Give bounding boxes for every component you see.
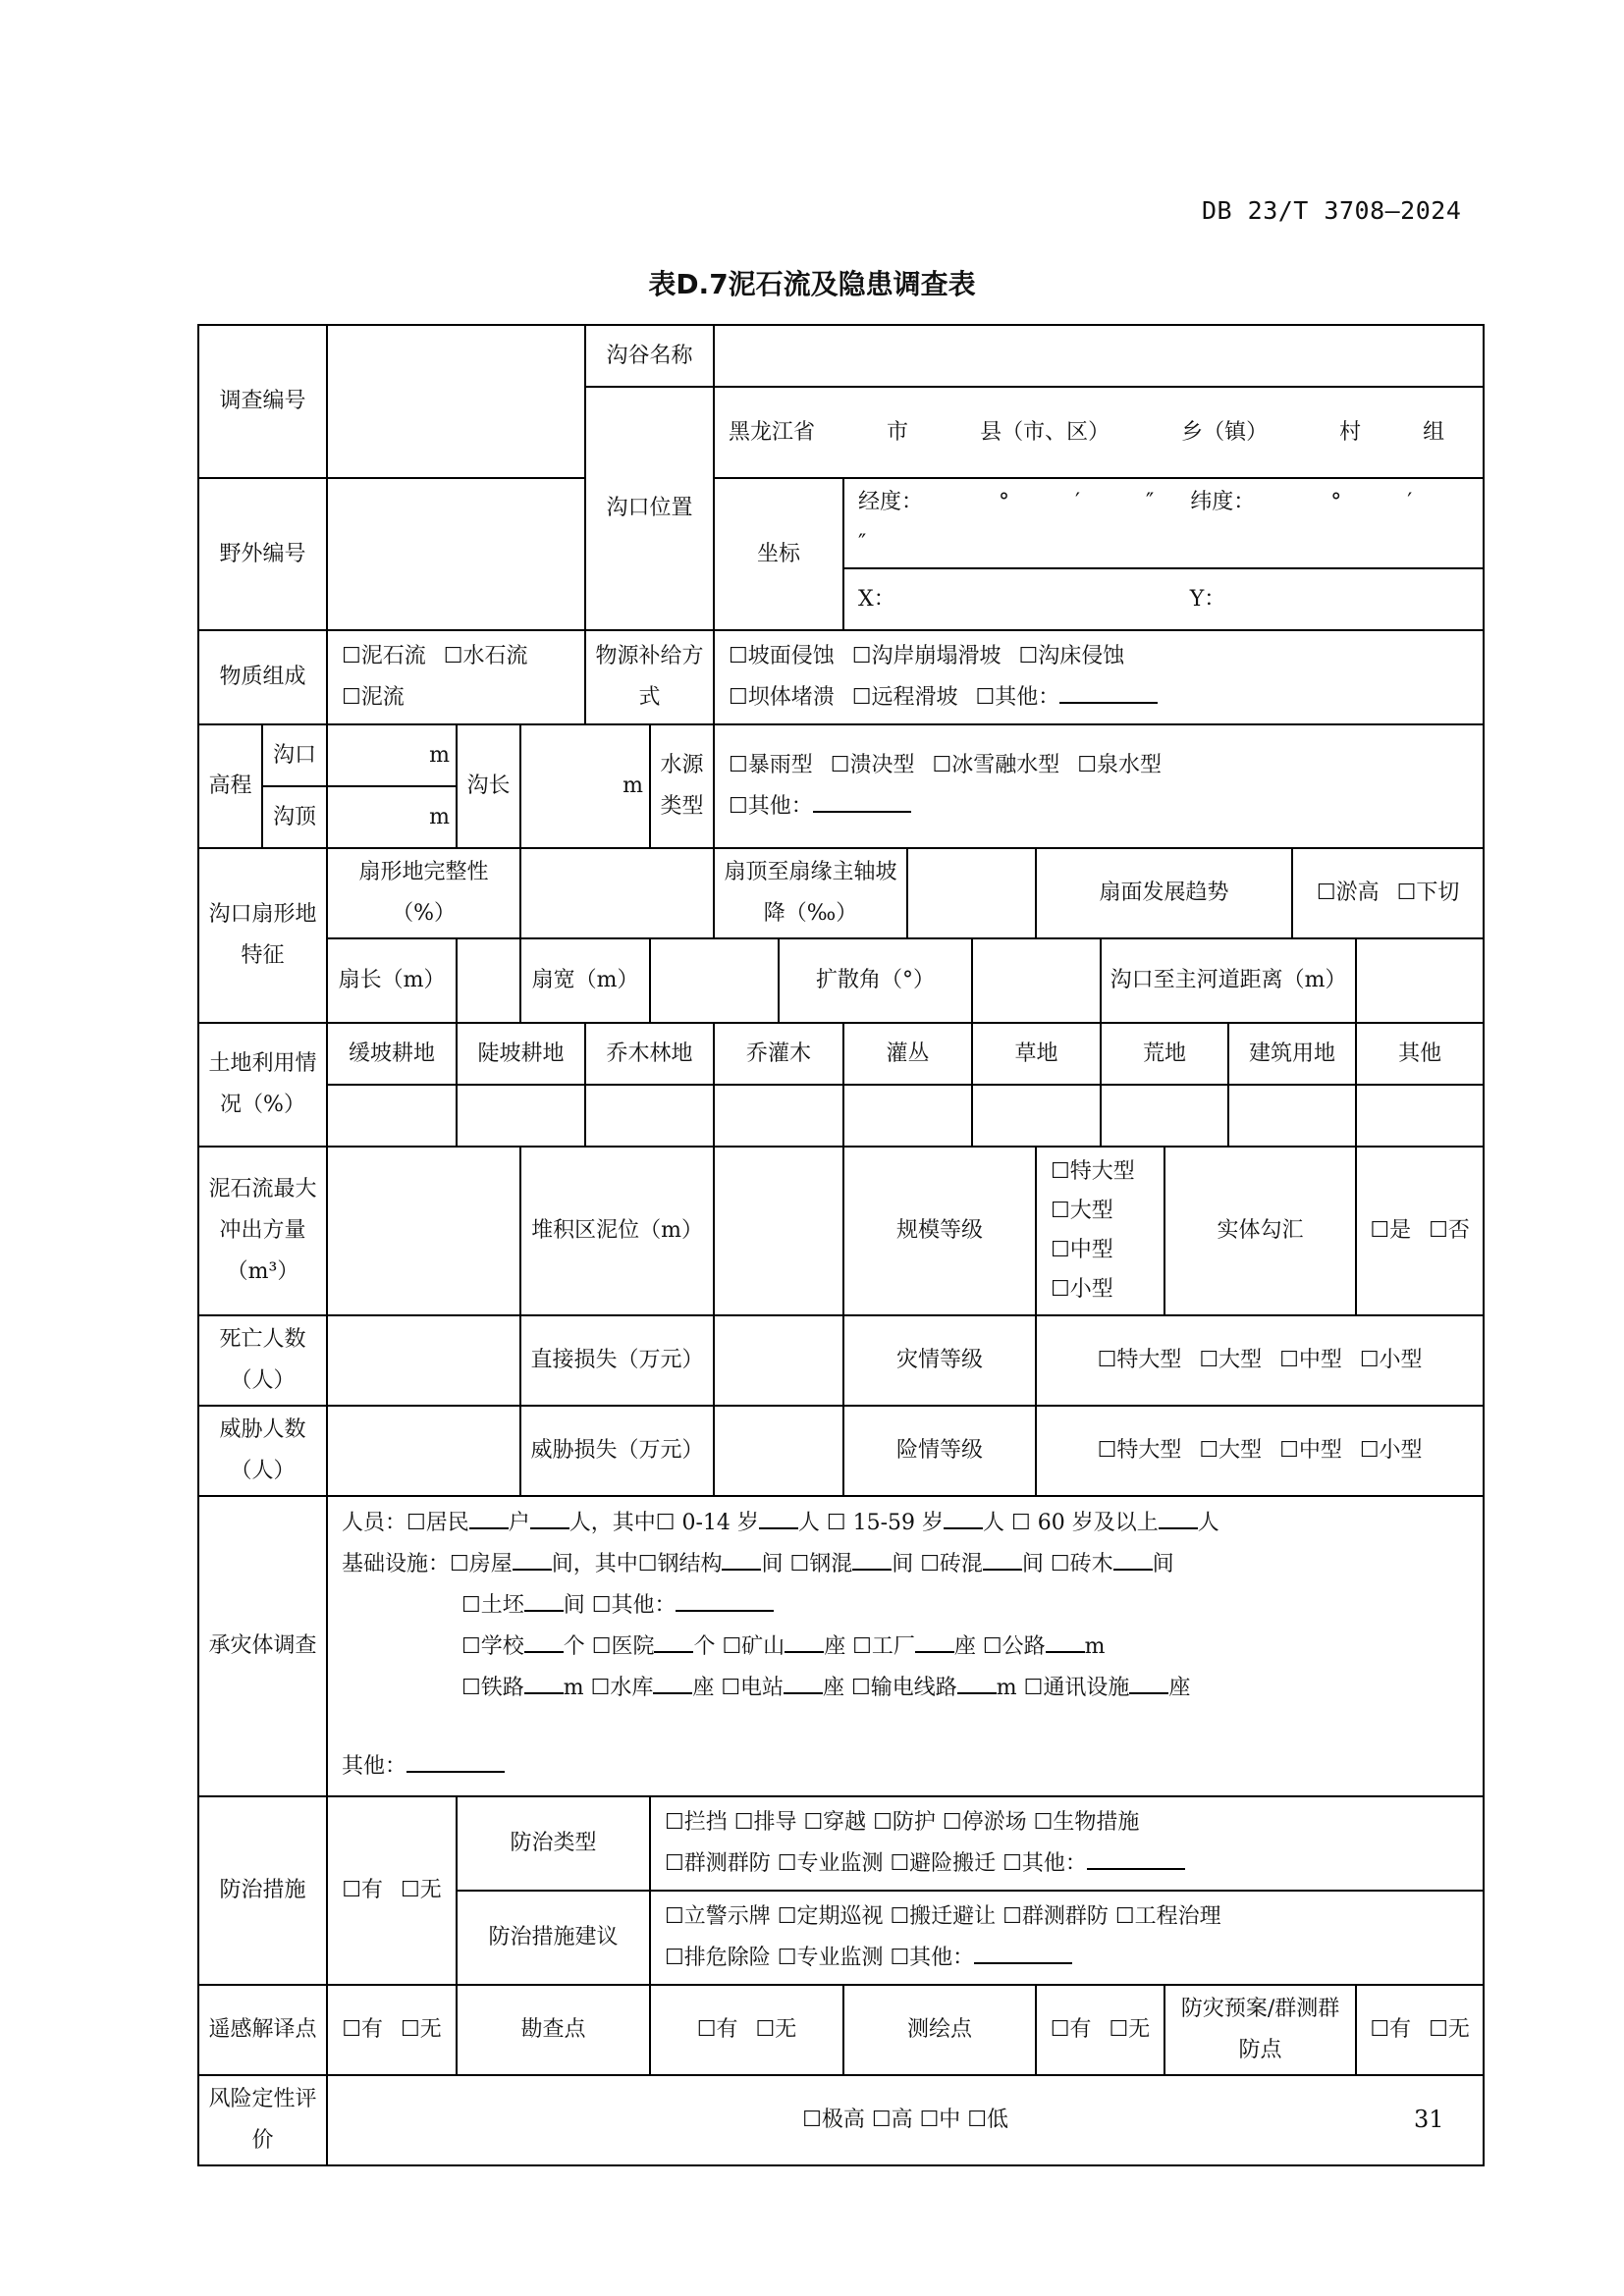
remote-sensing-options[interactable]: ☐有 ☐无 — [327, 1985, 457, 2075]
threat-people-value[interactable] — [327, 1406, 520, 1496]
land-val-9[interactable] — [1356, 1085, 1484, 1147]
xy-row[interactable]: X： Y： — [843, 568, 1484, 630]
outlet-location-label: 沟口位置 — [585, 387, 714, 630]
diffusion-angle-value[interactable] — [972, 938, 1101, 1023]
fan-slope-value[interactable] — [907, 848, 1036, 938]
land-val-4[interactable] — [714, 1085, 843, 1147]
prevention-suggestion-options[interactable]: ☐立警示牌 ☐定期巡视 ☐搬迁避让 ☐群测群防 ☐工程治理 ☐排危除险 ☐专业监测 ☐其他： — [650, 1891, 1484, 1985]
land-val-7[interactable] — [1101, 1085, 1228, 1147]
disaster-grade-label: 灾情等级 — [843, 1315, 1036, 1406]
debris-flow-survey-form — [197, 324, 1485, 2166]
prevention-type-label: 防治类型 — [457, 1796, 650, 1891]
fan-trend-label: 扇面发展趋势 — [1036, 848, 1292, 938]
land-cat-8: 建筑用地 — [1228, 1023, 1356, 1085]
exposure-infrastructure-line: ☐铁路 m ☐水库 座 ☐电站 座 ☐输电线路 m ☐通讯设施 座 — [342, 1668, 1477, 1709]
mud-level-label: 堆积区泥位（m） — [520, 1147, 714, 1315]
exposure-people-line: 人员：☐居民 户 人，其中☐ 0-14 岁 人 ☐ 15-59 岁 人 ☐ 60 岁及以上 人 — [342, 1503, 1477, 1544]
remote-sensing-label: 遥感解译点 — [198, 1985, 327, 2075]
risk-label: 风险定性评价 — [198, 2075, 327, 2165]
exposure-content[interactable] — [327, 1496, 1484, 1796]
survey-number-label: 调查编号 — [198, 325, 327, 478]
mapping-point-label: 测绘点 — [843, 1985, 1036, 2075]
document-code: DB 23/T 3708—2024 — [1202, 196, 1462, 225]
land-cat-2: 陡坡耕地 — [457, 1023, 585, 1085]
top-elev-unit[interactable]: m — [327, 786, 457, 848]
water-source-label: 水源类型 — [650, 724, 714, 848]
gully-name-label: 沟谷名称 — [585, 325, 714, 387]
gully-name-value[interactable] — [714, 325, 1484, 387]
page-number: 31 — [1414, 2106, 1444, 2133]
coordinates-label: 坐标 — [714, 478, 843, 630]
land-val-6[interactable] — [972, 1085, 1101, 1147]
fan-trend-options[interactable]: ☐淤高 ☐下切 — [1292, 848, 1484, 938]
outlet-elev-label: 沟口 — [262, 724, 327, 786]
land-cat-6: 草地 — [972, 1023, 1101, 1085]
direct-loss-label: 直接损失（万元） — [520, 1315, 714, 1406]
fan-slope-label: 扇顶至扇缘主轴坡降（‰） — [714, 848, 907, 938]
land-val-1[interactable] — [327, 1085, 457, 1147]
erosion-options[interactable]: ☐是 ☐否 — [1356, 1147, 1484, 1315]
threat-loss-label: 威胁损失（万元） — [520, 1406, 714, 1496]
supply-label: 物源补给方式 — [585, 630, 714, 724]
lon-lat-row[interactable]: 经度： ° ′ ″ 纬度： ° ′ ″ — [843, 478, 1484, 568]
exposure-other-line: 其他： — [342, 1746, 1477, 1788]
deaths-value[interactable] — [327, 1315, 520, 1406]
risk-options[interactable]: ☐极高 ☐高 ☐中 ☐低 — [327, 2075, 1484, 2165]
plan-point-label: 防灾预案/群测群防点 — [1164, 1985, 1356, 2075]
fan-width-value[interactable] — [650, 938, 779, 1023]
fan-label: 沟口扇形地特征 — [198, 848, 327, 1023]
danger-grade-options[interactable]: ☐特大型 ☐大型 ☐中型 ☐小型 — [1036, 1406, 1484, 1496]
survey-number-value[interactable] — [327, 325, 585, 478]
prevention-has-options[interactable]: ☐有 ☐无 — [327, 1796, 457, 1985]
supply-options[interactable]: ☐坡面侵蚀 ☐沟岸崩塌滑坡 ☐沟床侵蚀 ☐坝体堵溃 ☐远程滑坡 ☐其他： — [714, 630, 1484, 724]
field-number-value[interactable] — [327, 478, 585, 630]
prevention-suggestion-label: 防治措施建议 — [457, 1891, 650, 1985]
erosion-label: 实体勾汇 — [1164, 1147, 1356, 1315]
field-number-label: 野外编号 — [198, 478, 327, 630]
prevention-type-options[interactable]: ☐拦挡 ☐排导 ☐穿越 ☐防护 ☐停淤场 ☐生物措施 ☐群测群防 ☐专业监测 ☐避险搬迁 ☐其他： — [650, 1796, 1484, 1891]
elevation-label: 高程 — [198, 724, 262, 848]
fan-length-label: 扇长（m） — [327, 938, 457, 1023]
land-val-3[interactable] — [585, 1085, 714, 1147]
land-val-2[interactable] — [457, 1085, 585, 1147]
land-cat-9: 其他 — [1356, 1023, 1484, 1085]
gully-length-label: 沟长 — [457, 724, 520, 848]
threat-loss-value[interactable] — [714, 1406, 843, 1496]
exposure-facilities-line: ☐学校 个 ☐医院 个 ☐矿山 座 ☐工厂 座 ☐公路 m — [342, 1627, 1477, 1668]
material-label: 物质组成 — [198, 630, 327, 724]
exposure-buildings-line-2: ☐土坯 间 ☐其他： — [342, 1585, 1477, 1627]
land-use-label: 土地利用情况（%） — [198, 1023, 327, 1147]
exposure-label: 承灾体调查 — [198, 1496, 327, 1796]
fan-width-label: 扇宽（m） — [520, 938, 650, 1023]
mud-level-value[interactable] — [714, 1147, 843, 1315]
prevention-label: 防治措施 — [198, 1796, 327, 1985]
river-distance-value[interactable] — [1356, 938, 1484, 1023]
scale-grade-options[interactable]: ☐特大型 ☐大型 ☐中型 ☐小型 — [1036, 1147, 1164, 1315]
exposure-buildings-line: 基础设施：☐房屋 间，其中☐钢结构 间 ☐钢混 间 ☐砖混 间 ☐砖木 间 — [342, 1544, 1477, 1585]
gully-length-unit[interactable]: m — [520, 724, 650, 848]
fan-length-value[interactable] — [457, 938, 520, 1023]
land-val-5[interactable] — [843, 1085, 972, 1147]
river-distance-label: 沟口至主河道距离（m） — [1101, 938, 1356, 1023]
land-cat-4: 乔灌木 — [714, 1023, 843, 1085]
fan-integrity-value[interactable] — [520, 848, 714, 938]
direct-loss-value[interactable] — [714, 1315, 843, 1406]
land-cat-7: 荒地 — [1101, 1023, 1228, 1085]
max-discharge-label: 泥石流最大冲出方量（m³） — [198, 1147, 327, 1315]
table-title: 表D.7泥石流及隐患调查表 — [648, 268, 976, 300]
water-source-options[interactable]: ☐暴雨型 ☐溃决型 ☐冰雪融水型 ☐泉水型 ☐其他： — [714, 724, 1484, 848]
danger-grade-label: 险情等级 — [843, 1406, 1036, 1496]
land-cat-1: 缓坡耕地 — [327, 1023, 457, 1085]
disaster-grade-options[interactable]: ☐特大型 ☐大型 ☐中型 ☐小型 — [1036, 1315, 1484, 1406]
outlet-elev-unit[interactable]: m — [327, 724, 457, 786]
top-elev-label: 沟顶 — [262, 786, 327, 848]
survey-point-label: 勘查点 — [457, 1985, 650, 2075]
land-val-8[interactable] — [1228, 1085, 1356, 1147]
survey-point-options[interactable]: ☐有 ☐无 — [650, 1985, 843, 2075]
mapping-point-options[interactable]: ☐有 ☐无 — [1036, 1985, 1164, 2075]
deaths-label: 死亡人数（人） — [198, 1315, 327, 1406]
land-cat-3: 乔木林地 — [585, 1023, 714, 1085]
diffusion-angle-label: 扩散角（°） — [779, 938, 972, 1023]
fan-integrity-label: 扇形地完整性（%） — [327, 848, 520, 938]
plan-point-options[interactable]: ☐有 ☐无 — [1356, 1985, 1484, 2075]
max-discharge-value[interactable] — [327, 1147, 520, 1315]
material-options[interactable]: ☐泥石流 ☐水石流 ☐泥流 — [327, 630, 585, 724]
admin-location[interactable]: 黑龙江省 市 县（市、区） 乡（镇） 村 组 — [714, 387, 1484, 478]
land-cat-5: 灌丛 — [843, 1023, 972, 1085]
threat-people-label: 威胁人数（人） — [198, 1406, 327, 1496]
scale-grade-label: 规模等级 — [843, 1147, 1036, 1315]
